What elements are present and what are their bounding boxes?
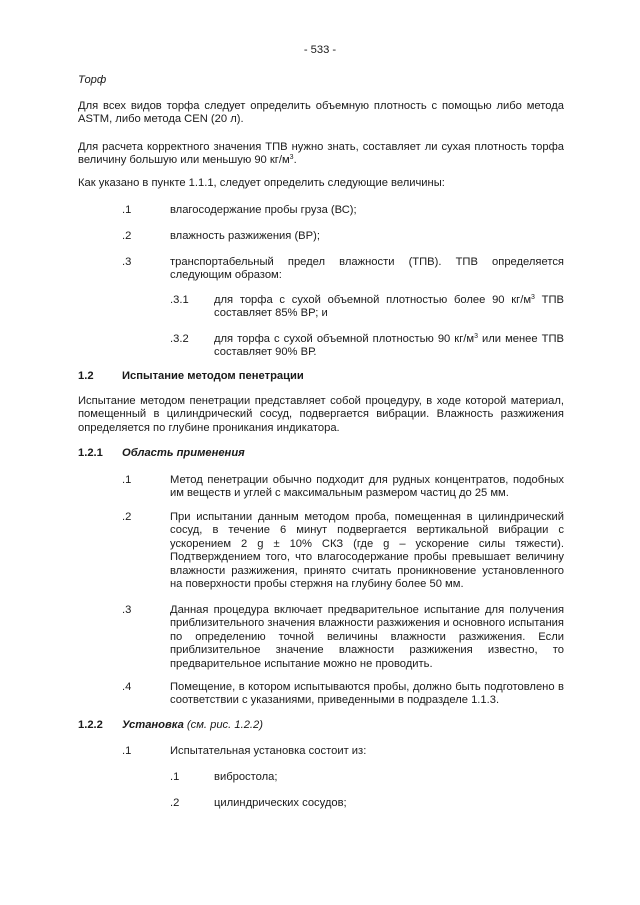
subsection-number: 1.2.2 (78, 719, 103, 731)
sub-item-text: цилиндрических сосудов; (214, 797, 347, 809)
superscript: 3 (531, 294, 535, 301)
list-item-text: влажность разжижения (ВР); (170, 230, 320, 242)
subsection-number: 1.2.1 (78, 447, 103, 459)
section-number: 1.2 (78, 370, 94, 382)
section-title: Испытание методом пенетрации (122, 370, 304, 382)
sub-item-text-b: или менее ТПВ составляет 90% ВР. (214, 333, 564, 359)
sub-item-text-b: ТПВ составляет 85% ВР; и (214, 294, 564, 320)
sub-item-number: .1 (170, 771, 180, 783)
peat-paragraph-1: Для всех видов торфа следует определить объемную плотность с помощью либо метода ASTM, либо метода CEN (20 л). (78, 100, 564, 126)
list-item-text: Испытательная установка состоит из: (170, 745, 367, 757)
list-item-number: .2 (122, 230, 132, 242)
list-item-text: При испытании данным методом проба, помещенная в цилиндрический сосуд, в течение 6 минут подвергается вертикальной вибрации с ускорением 2 g ± 10% СКЗ (где g – ускорение силы тяжести). Подтверждением того, что влагосодержание пробы превышает величину влажности разжижения, принято считать проникновение установленного на поверхности пробы стержня на глубину более 50 мм. (170, 511, 564, 591)
list-item-number: .1 (122, 474, 132, 486)
peat-paragraph-2-end: . (293, 154, 297, 167)
sub-item-text-a: для торфа с сухой объемной плотностью 90 кг/м (214, 333, 475, 345)
sub-item-number: .2 (170, 797, 180, 809)
list-item-number: .3 (122, 604, 132, 616)
list-item-number: .1 (122, 204, 132, 216)
sub-item-number: .3.2 (170, 333, 189, 345)
sub-item-number: .3.1 (170, 294, 189, 306)
peat-paragraph-2-text: Для расчета корректного значения ТПВ нужно знать, составляет ли сухая плотность торфа величину большую или меньшую 90 кг/м (78, 141, 564, 167)
list-item-number: .1 (122, 745, 132, 757)
sub-item-text (214, 294, 564, 321)
peat-heading: Торф (78, 74, 107, 86)
subsection-title (122, 719, 263, 732)
section-intro: Испытание методом пенетрации представляет собой процедуру, в ходе которой материал, помещенный в цилиндрический сосуд, подвергается вибрации. Влажность разжижения определяется по глубине проникания индикатора. (78, 395, 564, 434)
list-item-text: Метод пенетрации обычно подходит для рудных концентратов, подобных им веществ и углей с максимальным размером частиц до 25 мм. (170, 474, 564, 500)
figure-reference: (см. рис. 1.2.2) (183, 719, 263, 731)
sub-item-text-a: для торфа с сухой объемной плотностью более 90 кг/м (214, 294, 532, 306)
list-item-text: Помещение, в котором испытываются пробы, должно быть подготовлено в соответствии с указаниями, приведенными в подразделе 1.1.3. (170, 681, 564, 707)
peat-paragraph-3: Как указано в пункте 1.1.1, следует определить следующие величины: (78, 177, 445, 189)
list-item-number: .2 (122, 511, 132, 523)
subsection-title: Область применения (122, 447, 245, 459)
peat-paragraph-2 (78, 141, 564, 168)
list-item-number: .4 (122, 681, 132, 693)
sub-item-text: вибростола; (214, 771, 278, 783)
list-item-text: транспортабельный предел влажности (ТПВ). ТПВ определяется следующим образом: (170, 256, 564, 282)
subsection-title-text: Установка (122, 719, 184, 731)
sub-item-text (214, 333, 564, 360)
page-number: - 533 - (303, 44, 337, 56)
list-item-number: .3 (122, 256, 132, 268)
superscript: 3 (289, 154, 294, 162)
list-item-text: влагосодержание пробы груза (ВС); (170, 204, 357, 216)
superscript: 3 (474, 333, 478, 340)
list-item-text: Данная процедура включает предварительное испытание для получения приблизительного значения влажности разжижения и основного испытания по определению точной величины влажности разжижения. Если приблизительное значение влажности разжижения известно, то предварительное испытание можно не проводить. (170, 604, 564, 670)
